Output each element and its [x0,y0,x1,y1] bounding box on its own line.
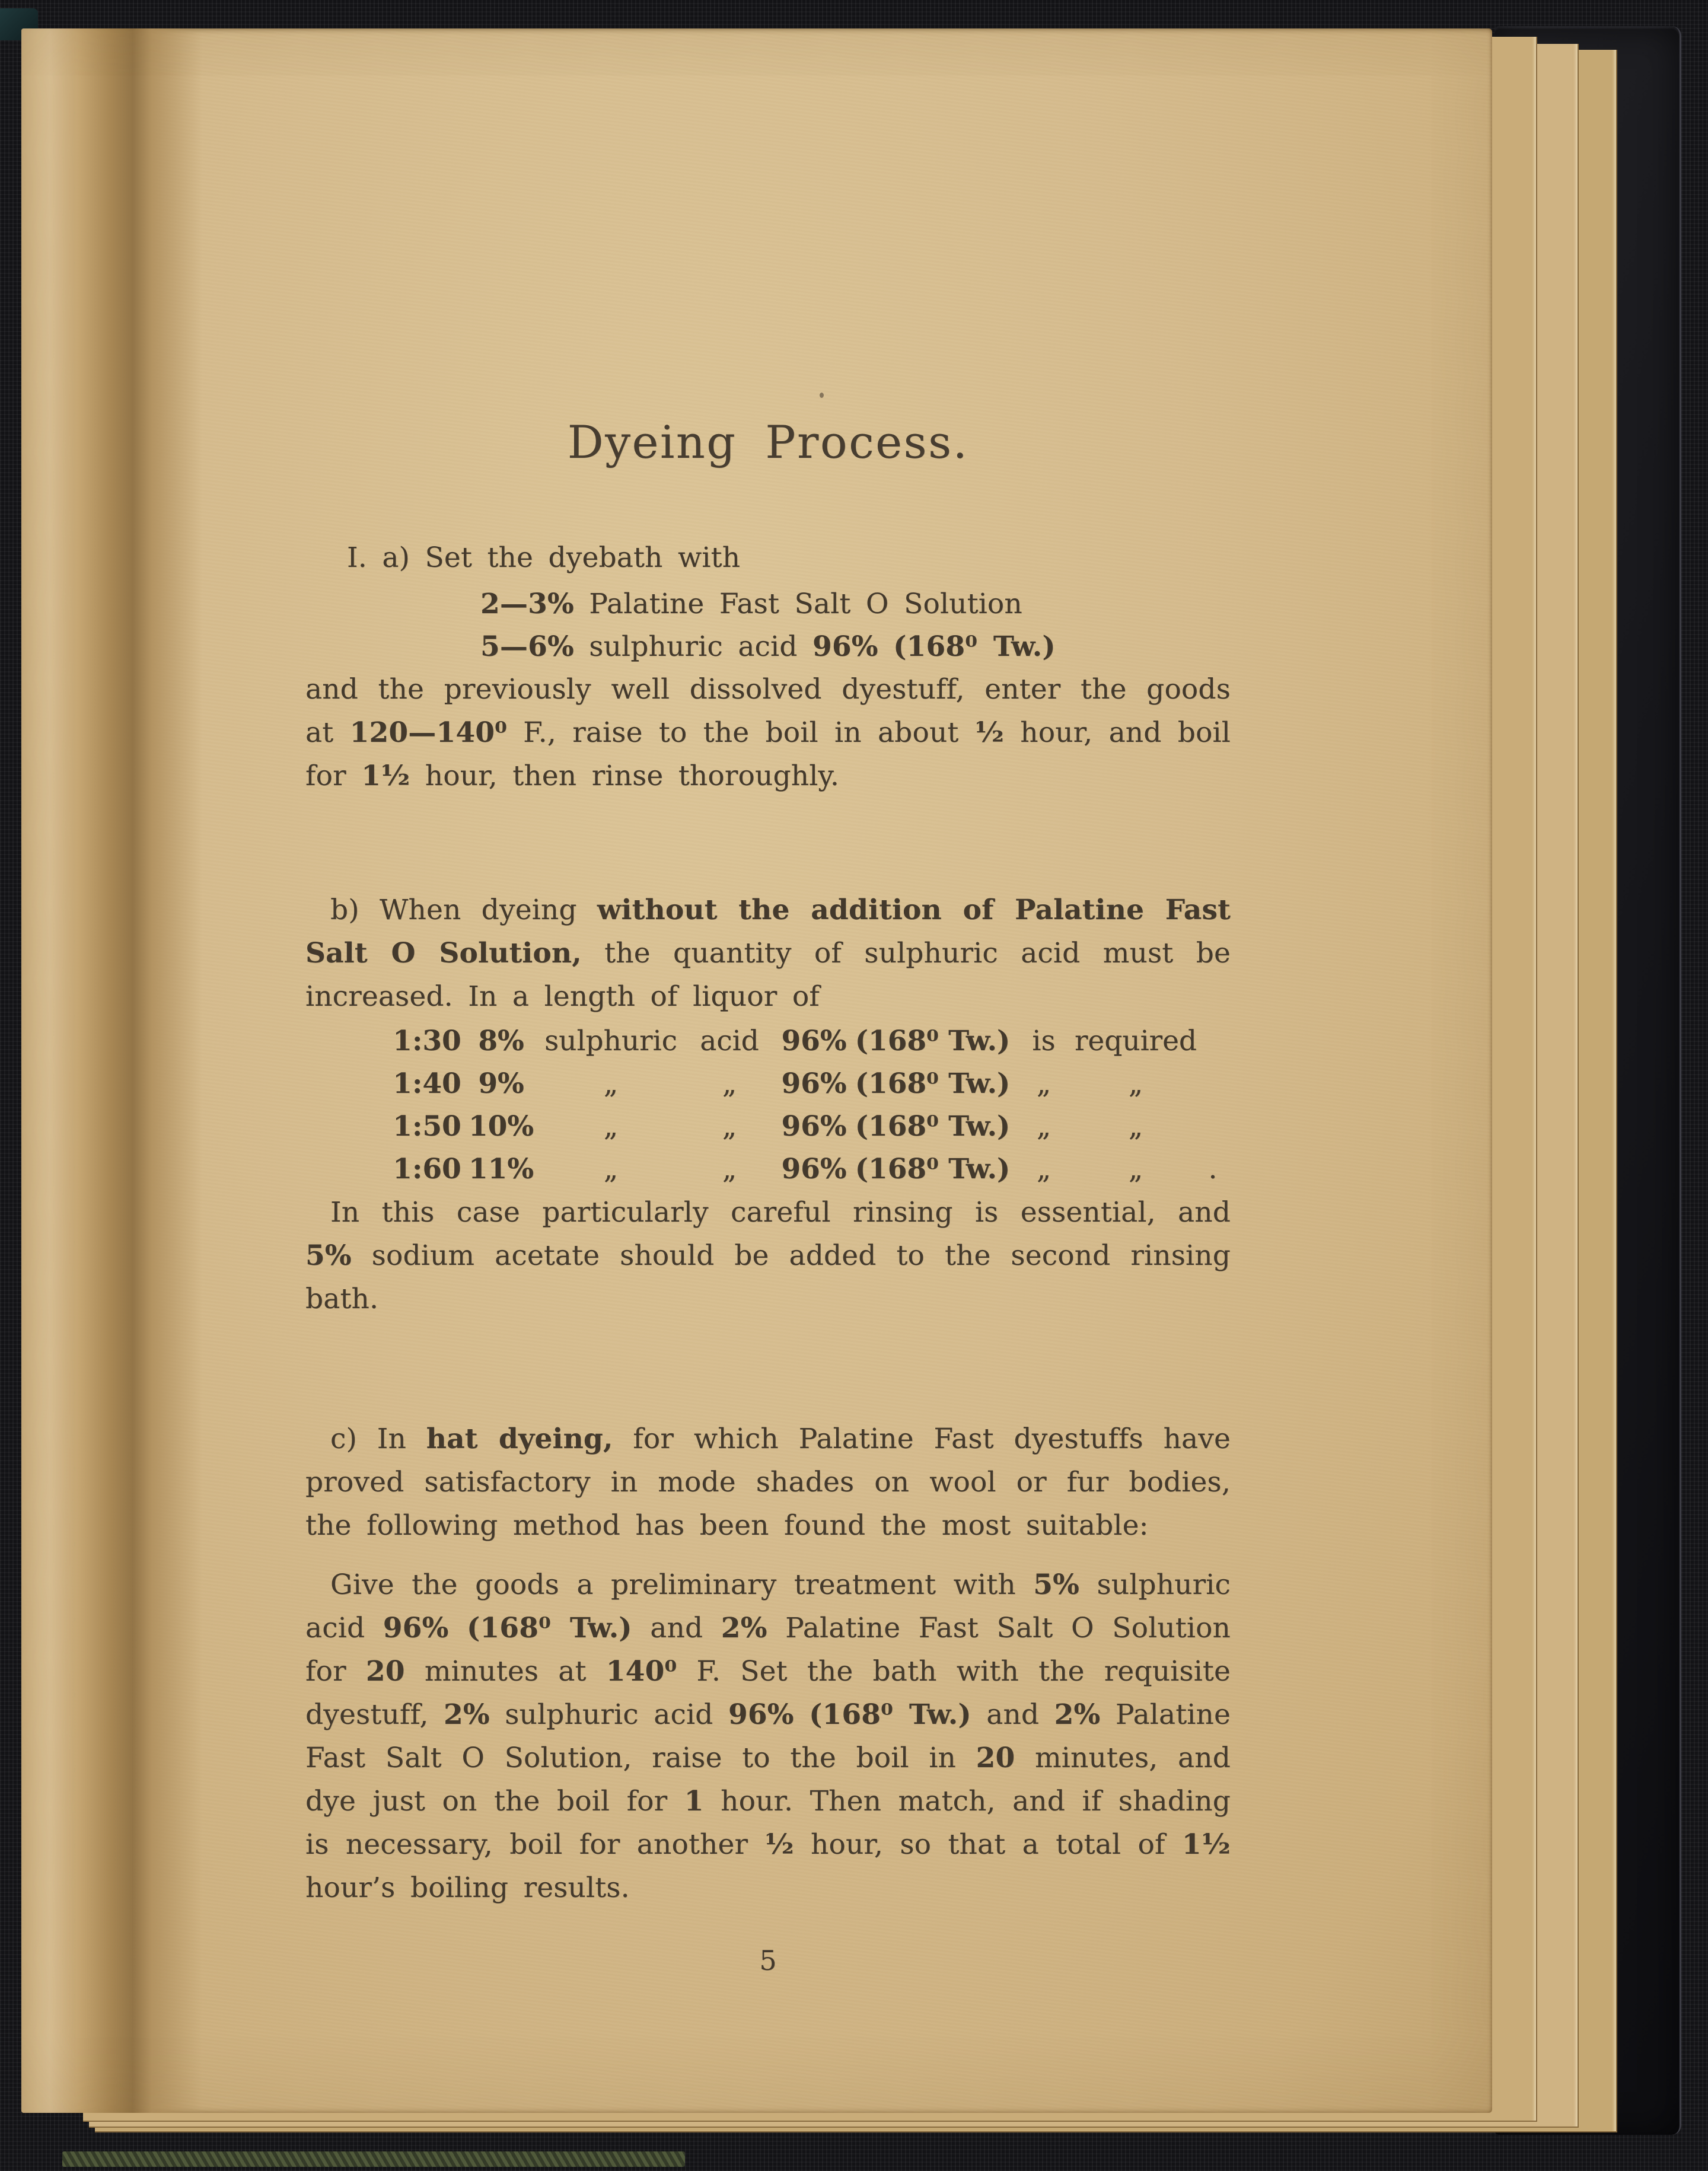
book-page [21,28,1492,2113]
text-run: 2% [1054,1698,1101,1731]
text-run: 5% [1033,1569,1079,1601]
text-run: 2% [443,1698,490,1731]
text-run: 1 [684,1785,704,1818]
cell-end [1198,1020,1228,1063]
text-run: 96% [383,1612,449,1644]
cell-twaddell: (168⁰ Tw.) [855,1025,1011,1057]
cell-tail-2: „ [1128,1110,1143,1143]
text-run: 2—3% [480,588,574,620]
green-cloth-endband [62,2151,685,2167]
text-run: minutes at [404,1655,606,1688]
text-run: 20 [365,1655,405,1688]
cell-strength: 96% [781,1067,847,1100]
text-run [448,1612,467,1644]
cell-acid-1: „ [603,1153,619,1185]
text-run: without the addition of Palatine Fast Salt O Solution, [305,894,1231,970]
text-run: and [632,1612,721,1644]
text-run [794,1698,809,1731]
text-run [878,630,893,663]
text-run: Palatine Fast Salt O Solution for [305,1612,1231,1688]
recipe-line-2 [305,625,1406,668]
text-run: sulphuric acid [305,1569,1231,1644]
cell-strength: 96% [781,1153,847,1185]
text-run: c) In [330,1423,426,1455]
text-run: 1½ [1181,1828,1231,1861]
text-run: 120—140⁰ [349,716,507,749]
cell-tail-1: „ [1036,1067,1051,1100]
cell-acid-2: „ [722,1067,737,1100]
text-run: In this case particularly careful rinsing is essential, and [330,1196,1231,1229]
text-run: Palatine Fast Salt O Solution [573,588,1022,620]
text-run: 96% [812,630,878,663]
cell-ratio: 1:30 [393,1025,461,1057]
cell-percent: 8% [478,1025,524,1057]
text-run: for which Palatine Fast dyestuffs have proved satisfactory in mode shades on wool or fur bodies, the following method has been found the most suitable: [305,1423,1231,1542]
page-number: 5 [759,1944,777,1976]
section-b-note [305,1191,1231,1321]
text-run: 20 [976,1742,1015,1774]
text-run: minutes, and dye just on the boil for [305,1742,1231,1818]
text-run: hour, then rinse thoroughly. [410,760,840,792]
acid-table-row [305,1148,1231,1191]
text-run: Palatine Fast Salt O Solution, raise to the boil in [305,1698,1231,1774]
cell-strength: 96% [781,1110,847,1143]
text-run: hour’s boiling results. [305,1872,630,1904]
text-run: F., raise to the boil in about [506,716,975,749]
text-run: 5—6% [480,630,574,663]
page-gutter-shading [21,28,205,2113]
cell-ratio: 1:60 [393,1153,461,1185]
text-run: 1½ [361,760,410,792]
cell-ratio: 1:50 [393,1110,461,1143]
cell-tail-1: „ [1036,1153,1051,1185]
text-run: ½ [974,716,1004,749]
text-run: (168⁰ Tw.) [809,1698,971,1731]
acid-table [305,1020,1231,1191]
cell-percent: 11% [468,1153,534,1185]
section-c-body [305,1563,1231,1909]
cell-acid-2: „ [722,1153,737,1185]
cell-tail-1: „ [1036,1110,1051,1143]
text-run: and [971,1698,1054,1731]
cell-end [1198,1063,1228,1105]
section-a-lead [305,536,1272,579]
cell-acid-1: „ [603,1067,619,1100]
text-run: 96% [728,1698,794,1731]
cell-strength: 96% [781,1025,847,1057]
text-run: Give the goods a preliminary treatment with [330,1569,1034,1601]
text-run: sodium acetate should be added to the second rinsing bath. [305,1239,1231,1315]
text-run: hour, and boil for [305,716,1231,792]
ink-speck [820,393,824,398]
section-c-intro [305,1417,1231,1547]
acid-table-row [305,1105,1231,1148]
text-run: 2% [721,1612,767,1644]
cell-acid-2: acid [700,1025,759,1057]
cell-acid-1: „ [603,1110,619,1143]
cell-tail-2: „ [1128,1153,1143,1185]
cell-acid-1: sulphuric [544,1025,677,1057]
text-run: hour, so that a total of [794,1828,1182,1861]
cell-twaddell: (168⁰ Tw.) [855,1153,1011,1185]
cell-twaddell: (168⁰ Tw.) [855,1110,1011,1143]
text-run: (168⁰ Tw.) [466,1612,632,1644]
section-a-body [305,668,1231,798]
acid-table-row [305,1020,1231,1063]
text-run: b) When dyeing [330,894,597,926]
cell-tail-2: „ [1128,1067,1143,1100]
cell-ratio: 1:40 [393,1067,461,1100]
text-run: sulphuric acid [573,630,813,663]
page-title: Dyeing Process. [567,416,969,468]
cell-acid-2: „ [722,1110,737,1143]
text-run: 140⁰ [606,1655,677,1688]
cell-twaddell: (168⁰ Tw.) [855,1067,1011,1100]
cell-tail-1: is [1032,1025,1056,1057]
text-run: ½ [764,1828,794,1861]
text-run: hat dyeing, [426,1423,613,1455]
text-run: sulphuric acid [489,1698,728,1731]
text-run: (168⁰ Tw.) [893,630,1056,663]
text-run: and the previously well dissolved dyestuff, enter the goods at [305,673,1231,749]
recipe-line-1 [305,582,1406,626]
text-run: 5% [305,1239,352,1272]
cell-percent: 10% [468,1110,534,1143]
cell-percent: 9% [478,1067,524,1100]
cell-end: . [1208,1153,1218,1185]
cell-end [1198,1105,1228,1148]
text-run: F. Set the bath with the requisite dyestuff, [305,1655,1231,1731]
section-b-body [305,888,1231,1018]
text-run: I. a) Set the dyebath with [347,541,741,574]
text-run: hour. Then match, and if shading is necessary, boil for another [305,1785,1231,1861]
acid-table-row [305,1063,1231,1105]
cell-tail-2: required [1074,1025,1197,1057]
text-run: the quantity of sulphuric acid must be increased. In a length of liquor of [305,937,1231,1013]
